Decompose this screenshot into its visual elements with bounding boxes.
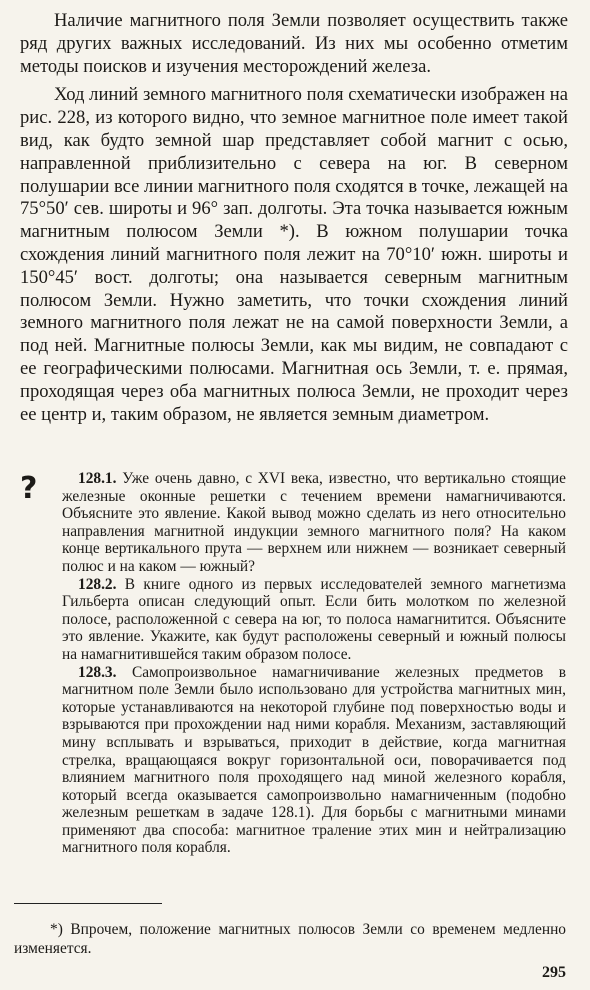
question-number: 128.1.: [78, 470, 117, 487]
footnote: [14, 920, 566, 958]
question-128-3: [62, 664, 566, 858]
page-number: 295: [542, 964, 566, 981]
footnote-divider: [14, 903, 162, 904]
question-text: Уже очень давно, с XVI века, известно, что вертикально стоящие железные оконные решетки с течением времени намагничиваются. Объясните это явление. Какой вывод можно сделать из него относительно направления магнитной индукции земного магнитного поля? На каком конце вертикального прута — верхнем или нижнем — возникает северный полюс и на каком — южный?: [62, 470, 566, 575]
question-128-1: [62, 470, 566, 576]
question-text: Самопроизвольное намагничивание железных предметов в магнитном поле Земли было использовано для устройства магнитных мин, которые устанавливаются на некоторой глубине под поверхностью воды и взрываются при прохождении над ними корабля. Механизм, заставляющий мину всплывать и взрываться, приходит в действие, когда магнитная стрелка, вращающаяся вокруг горизонтальной оси, поворачивается под влиянием магнитного поля проходящего над миной железного корабля, который всегда оказывается самопроизвольно намагниченным (подобно железным решеткам в задаче 128.1). Для борьбы с магнитными минами применяют два способа: магнитное траление этих мин и нейтрализацию магнитного поля корабля.: [62, 663, 566, 857]
paragraph-1: Наличие магнитного поля Земли позволяет осуществить также ряд других важных исследований. Из них мы особенно отметим методы поисков и изучения месторождений железа.: [20, 10, 568, 77]
question-128-2: [62, 576, 566, 664]
main-text: [20, 10, 568, 426]
questions-list: [62, 470, 566, 857]
questions-block: [20, 470, 568, 857]
question-mark-icon: ?: [20, 471, 38, 506]
paragraph-2: Ход линий земного магнитного поля схематически изображен на рис. 228, из которого видно, что земное магнитное поле имеет такой вид, как будто земной шар представляет собой магнит с осью, направленной приблизительно с севера на юг. В северном полушарии все линии магнитного поля сходятся в точке, лежащей на 75°50′ сев. широты и 96° зап. долготы. Эта точка называется южным магнитным полюсом Земли *). В южном полушарии точка схождения линий магнитного поля лежит на 70°10′ южн. широты и 150°45′ вост. долготы; она называется северным магнитным полюсом Земли. Нужно заметить, что точки схождения линий земного магнитного поля лежат не на самой поверхности Земли, а под ней. Магнитные полюсы Земли, как мы видим, не совпадают с ее географическими полюсами. Магнитная ось Земли, т. е. прямая, проходящая через оба магнитных полюса Земли, не проходит через ее центр и, таким образом, не является земным диаметром.: [20, 84, 568, 425]
question-number: 128.3.: [78, 663, 117, 681]
question-number: 128.2.: [78, 575, 117, 593]
question-text: В книге одного из первых исследователей земного магнетизма Гильберта описан следующий опыт. Если бить молотком по железной полосе, расположенной с севера на юг, то полоса намагнитится. Объясните это явление. Укажите, как будут расположены северный и южный полюсы на намагнитившейся таким образом полосе.: [62, 575, 566, 663]
footnote-text: *) Впрочем, положение магнитных полюсов Земли со временем медленно изменяется.: [14, 921, 566, 957]
